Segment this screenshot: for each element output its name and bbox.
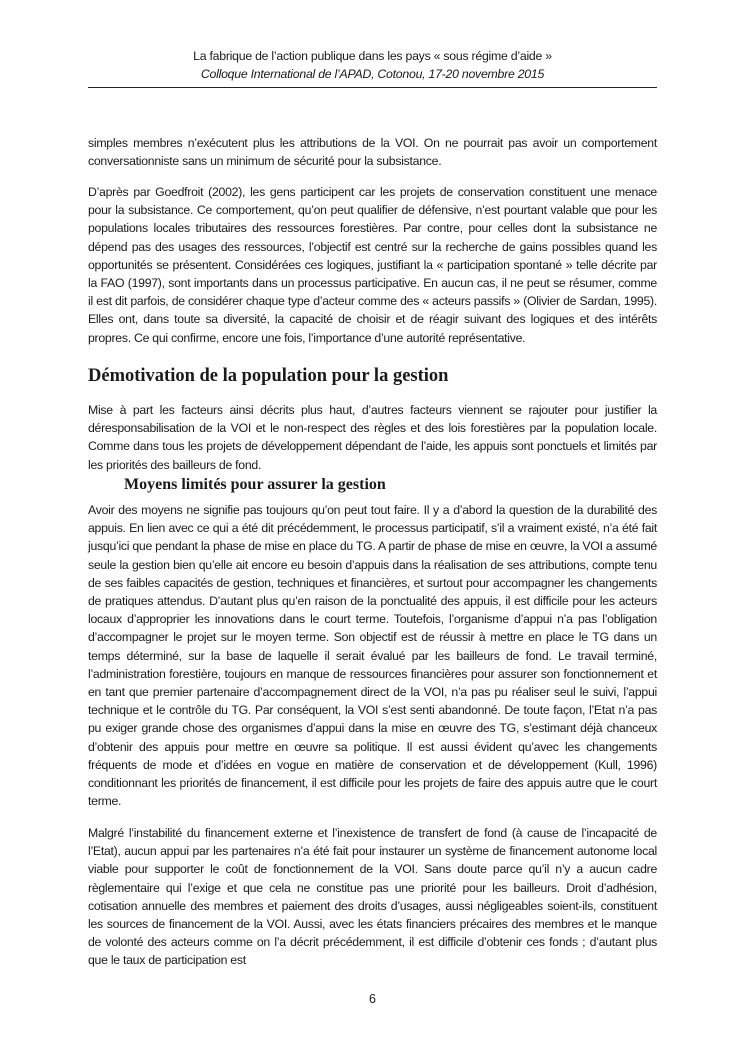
paragraph: Mise à part les facteurs ainsi décrits plus haut, d’autres facteurs viennent se rajouter pour justifier la déresponsabilisation de la VOI et le non-respect des règles et des lois forestières par la population locale. Comme dans tous les projets de développement dépendant de l’aide, les appuis sont ponctuels et limités par les priorités des bailleurs de fond. (88, 403, 657, 472)
header-subtitle: Colloque International de l’APAD, Cotonou, 17-20 novembre 2015 (200, 67, 545, 81)
paragraph: Avoir des moyens ne signifie pas toujours qu’on peut tout faire. Il y a d’abord la question de la durabilité des appuis. En lien avec ce qui a été dit précédemment, le processus participatif, s’il a vraiment existé, n’a été fait jusqu’ici que pendant la phase de mise en place du TG. A partir de phase de mise en œuvre, la VOI a assumé seule la gestion bien qu’elle ait encore eu besoin d’appuis dans la réalisation de ses attributions, compte tenu de ses faibles capacités de gestion, techniques et financières, et surtout pour accompagner les changements de pratiques attendus. D’autant plus qu’en raison de la ponctualité des appuis, il est difficile pour les acteurs locaux d’approprier les innovations dans le court terme. Toutefois, l’organisme d’appui n’a pas l’obligation d’accompagner le projet sur le moyen terme. Son objectif est de réussir à mettre en place le TG dans un temps déterminé, sur la base de laquelle il serait évalué par les bailleurs de fond. Le travail terminé, l’administration forestière, toujours en manque de ressources financières pour assurer son fonctionnement et en tant que premier partenaire d’accompagnement direct de la VOI, n’a pas pu réaliser seul le suivi, l’appui technique et le contrôle du TG. Par conséquent, la VOI s’est senti abandonné. De toute façon, l’Etat n’a pas pu exiger grande chose des organismes d’appui dans la mise en œuvre des TG, s’estimant déjà chanceux d’obtenir des appuis pour mettre en œuvre sa politique. Il est aussi évident qu’avec les changements fréquents de mode et d’idées en vogue en matière de conservation et de développement (Kull, 1996) conditionnant les priorités de financement, il est difficile pour les projets de faire des appuis autre que le court terme. (88, 503, 657, 809)
paragraph: simples membres n’exécutent plus les attributions de la VOI. On ne pourrait pas avoir un comportement conversationniste sans un minimum de sécurité pour la subsistance. (88, 136, 657, 169)
header-title: La fabrique de l’action publique dans les pays « sous régime d’aide » (193, 49, 552, 63)
paragraph: Malgré l’instabilité du financement externe et l’inexistence de transfert de fond (à cause de l’incapacité de l’Etat), aucun appui par les partenaires n’a été fait pour instaurer un système de financement autonome local viable pour supporter le coût de fonctionnement de la VOI. Sans doute parce qu’il n’y a aucun cadre règlementaire qui l’exige et que cela ne constitue pas une priorité pour les bailleurs. Droit d’adhésion, cotisation annuelle des membres et paiement des droits d’usages, aussi négligeables soient-ils, constituent les sources de financement de la VOI. Aussi, avec les états financiers précaires des membres et le manque de volonté des acteurs comme on l’a décrit précédemment, il est difficile d’obtenir ces fonds ; d’autant plus que le taux de participation est (88, 826, 657, 968)
subsection-heading: Moyens limités pour assurer la gestion (124, 476, 386, 493)
header-rule (88, 87, 657, 88)
paragraph: D’après par Goedfroit (2002), les gens participent car les projets de conservation constituent une menace pour la subsistance. Ce comportement, qu’on peut qualifier de défensive, n’est pourtant valable que pour les populations locales tributaires des ressources forestières. Par contre, pour celles dont la subsistance ne dépend pas des usages des ressources, l’objectif est centré sur la recherche de gains possibles quand les opportunités se présentent. Considérées ces logiques, justifiant la « participation spontané » telle décrite par la FAO (1997), sont importants dans un processus participative. En aucun cas, il ne peut se résumer, comme il est dit parfois, de considérer chaque type d’acteur comme des « acteurs passifs » (Olivier de Sardan, 1995). Elles ont, dans toute sa diversité, la capacité de choisir et de réagir suivant des logiques et des intérêts propres. Ce qui confirme, encore une fois, l’importance d’une autorité représentative. (88, 185, 657, 345)
page-number: 6 (369, 992, 376, 1006)
section-heading: Démotivation de la population pour la gestion (88, 366, 449, 386)
